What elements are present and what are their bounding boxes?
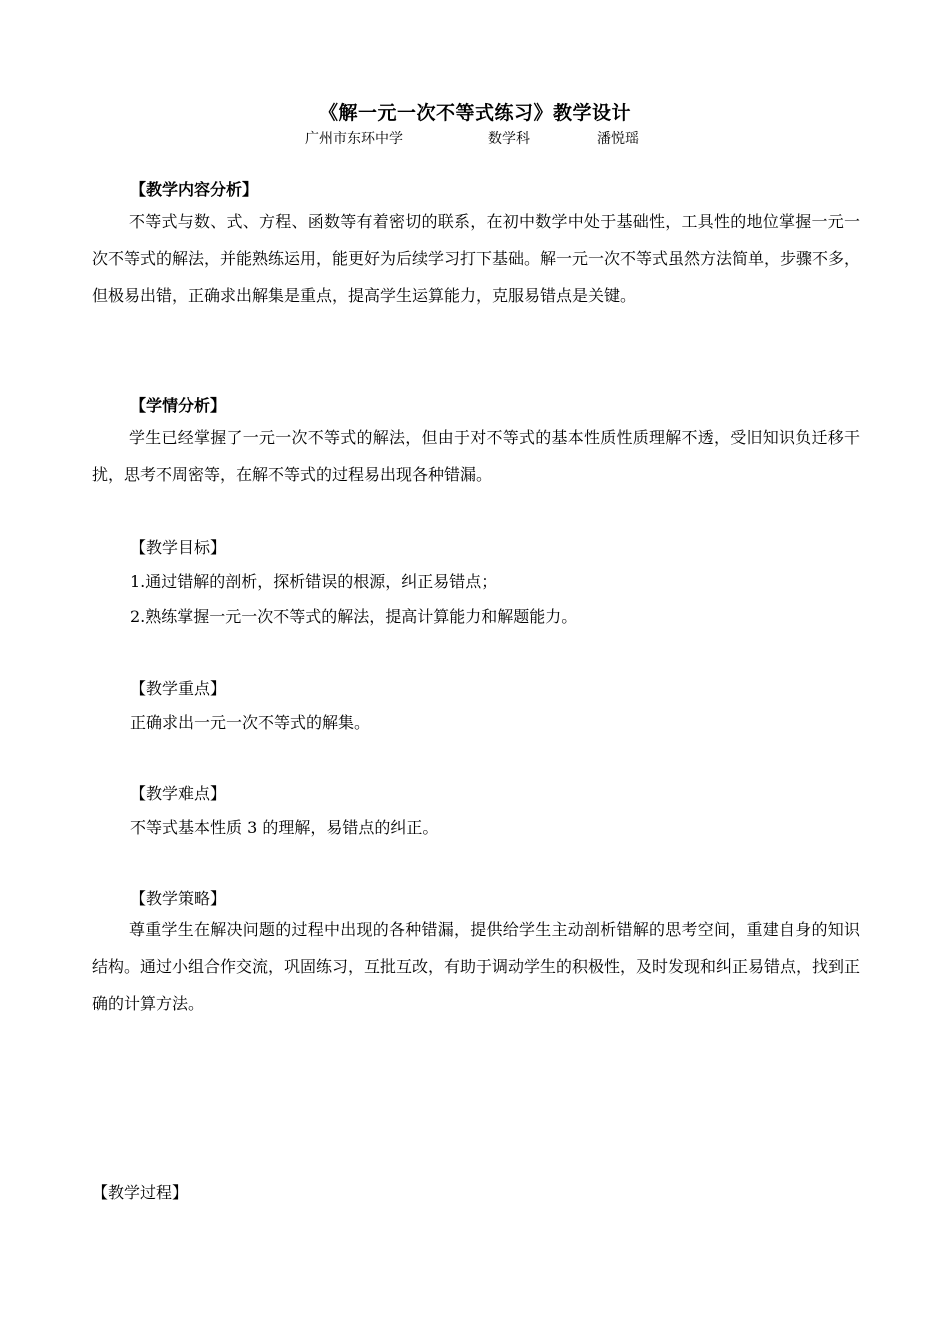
school-name: 广州市东环中学 — [305, 131, 403, 147]
content-analysis-body: 不等式与数、式、方程、函数等有着密切的联系，在初中数学中处于基础性，工具性的地位掌握一元一次不等式的解法，并能熟练运用，能更好为后续学习打下基础。解一元一次不等式虽然方法简单，步骤不多，但极易出错，正确求出解集是重点，提高学生运算能力，克服易错点是关键。 — [92, 212, 861, 305]
strategy-body: 尊重学生在解决问题的过程中出现的各种错漏，提供给学生主动剖析错解的思考空间，重建自身的知识结构。通过小组合作交流，巩固练习，互批互改，有助于调动学生的积极性，及时发现和纠正易错点，找到正确的计算方法。 — [92, 920, 861, 1013]
difficulty-heading: 【教学难点】 — [130, 784, 227, 803]
objectives-heading: 【教学目标】 — [130, 538, 227, 557]
teacher-name: 潘悦瑶 — [597, 131, 639, 147]
author-line — [0, 128, 950, 148]
strategy-heading: 【教学策略】 — [130, 889, 227, 908]
key-point-body: 正确求出一元一次不等式的解集。 — [130, 713, 371, 732]
content-analysis-heading: 【教学内容分析】 — [130, 180, 259, 199]
process-heading: 【教学过程】 — [92, 1183, 189, 1202]
subject-name: 数学科 — [488, 131, 530, 147]
objective-item-2: 2.熟练掌握一元一次不等式的解法，提高计算能力和解题能力。 — [130, 607, 578, 626]
document-title: 《解一元一次不等式练习》教学设计 — [318, 102, 631, 124]
difficulty-body: 不等式基本性质 3 的理解，易错点的纠正。 — [130, 818, 439, 837]
student-analysis-body: 学生已经掌握了一元一次不等式的解法，但由于对不等式的基本性质性质理解不透，受旧知识负迁移干扰，思考不周密等，在解不等式的过程易出现各种错漏。 — [92, 428, 860, 484]
objective-item-1: 1.通过错解的剖析，探析错误的根源，纠正易错点； — [130, 572, 498, 591]
key-point-heading: 【教学重点】 — [130, 679, 227, 698]
student-analysis-heading: 【学情分析】 — [130, 396, 227, 415]
